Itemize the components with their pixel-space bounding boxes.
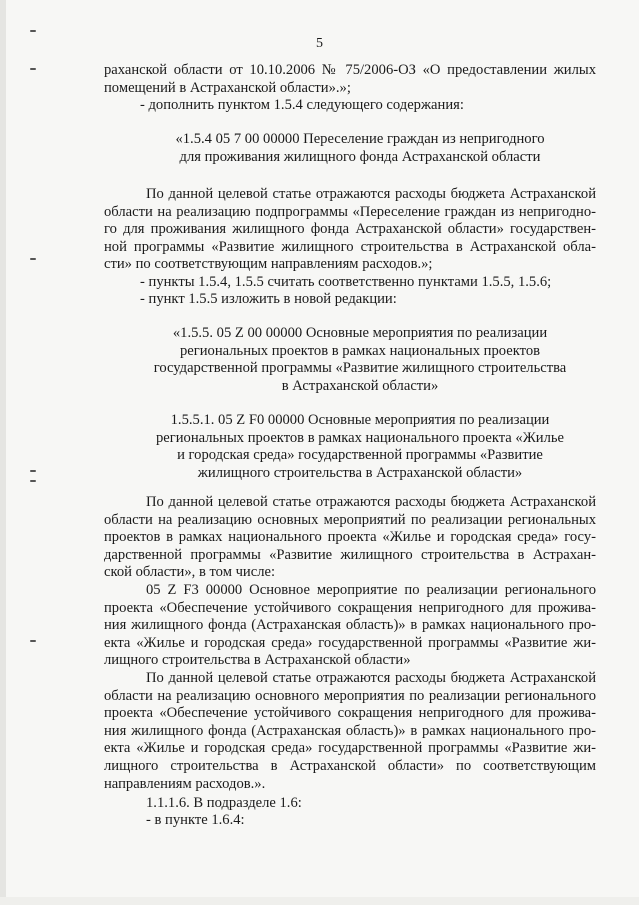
section-heading-1-5-4 — [150, 131, 570, 166]
text-line: - пункт 1.5.5 изложить в новой редакции: — [140, 291, 397, 307]
text-line: области на реализацию основных мероприятий по реализации региональных — [104, 511, 596, 528]
text-line: региональных проектов в рамках национального проекта «Жилье — [155, 429, 565, 446]
scan-mark — [30, 640, 36, 642]
list-item-renumber — [140, 274, 596, 292]
text-line: региональных проектов в рамках национальных проектов — [179, 342, 541, 359]
text-line: екта «Жилье и городская среда» государственной программы «Развитие жи- — [104, 634, 596, 651]
subsection-1-1-1-6 — [146, 795, 596, 813]
paragraph-continuation — [104, 62, 596, 97]
list-item-point-1-6-4 — [146, 812, 596, 830]
text-line: По данной целевой статье отражаются расходы бюджета Астраханской — [146, 494, 596, 510]
text-line: «1.5.4 05 7 00 00000 Переселение граждан из непригодного — [175, 131, 545, 147]
text-line: По данной целевой статье отражаются расходы бюджета Астраханской — [146, 186, 596, 202]
text-line: области на реализацию подпрограммы «Переселение граждан из непригодно- — [104, 203, 596, 220]
scan-mark — [30, 480, 36, 482]
text-line: дарственной программы «Развитие жилищного строительства в Астрахан- — [104, 546, 596, 563]
section-heading-1-5-5 — [140, 325, 580, 395]
text-line: лищного строительства в Астраханской области» — [104, 652, 411, 669]
text-line: 1.1.1.6. В подразделе 1.6: — [146, 795, 302, 811]
text-line: и городская среда» государственной программы «Развитие — [177, 447, 543, 464]
text-line: - дополнить пунктом 1.5.4 следующего содержания: — [140, 97, 464, 113]
text-line: области на реализацию основного мероприятия по реализации регионального — [104, 687, 596, 704]
text-line: направлениям расходов.». — [104, 775, 266, 792]
text-line: жилищного строительства в Астраханской области» — [197, 464, 523, 481]
text-line: ния жилищного фонда (Астраханская область)» в рамках национального про- — [104, 722, 596, 739]
text-line: - в пункте 1.6.4: — [146, 812, 245, 828]
scan-mark — [30, 30, 36, 32]
scan-bottom-edge — [0, 897, 639, 905]
text-line: проекта «Обеспечение устойчивого сокращения непригодного для прожива- — [104, 599, 596, 616]
text-line: 05 Z F3 00000 Основное мероприятие по реализации регионального — [146, 582, 596, 598]
scan-mark — [30, 470, 36, 472]
scan-edge — [0, 0, 6, 905]
text-line: «1.5.5. 05 Z 00 00000 Основные мероприятия по реализации — [172, 325, 548, 341]
text-line: в Астраханской области» — [281, 377, 439, 394]
paragraph-main-activity — [104, 582, 596, 670]
text-line: - пункты 1.5.4, 1.5.5 считать соответственно пунктами 1.5.5, 1.5.6; — [140, 274, 552, 290]
text-line: По данной целевой статье отражаются расходы бюджета Астраханской — [146, 670, 596, 686]
text-line: ния жилищного фонда (Астраханская область)» в рамках национального про- — [104, 617, 596, 634]
text-line: для проживания жилищного фонда Астраханской области — [179, 148, 541, 165]
text-line: государственной программы «Развитие жилищного строительства — [153, 360, 567, 377]
paragraph-description-3 — [104, 670, 596, 793]
list-item-new-edition — [140, 291, 596, 309]
text-line: проекта «Обеспечение устойчивого сокращения непригодного для прожива- — [104, 705, 596, 722]
section-heading-1-5-5-1 — [140, 412, 580, 482]
scan-mark — [30, 258, 36, 260]
text-line: 1.5.5.1. 05 Z F0 00000 Основные мероприятия по реализации — [170, 412, 550, 428]
page-number: 5 — [316, 36, 323, 51]
scan-mark — [30, 68, 36, 70]
text-line: проектов в рамках национального проекта «Жилье и городская среда» госу- — [104, 529, 596, 546]
text-line: раханской области от 10.10.2006 № 75/2006-ОЗ «О предоставлении жилых — [104, 62, 596, 78]
text-line: ной программы «Развитие жилищного строительства в Астраханской обла- — [104, 238, 596, 255]
text-line: екта «Жилье и городская среда» государственной программы «Развитие жи- — [104, 740, 596, 757]
paragraph-description-2 — [104, 494, 596, 582]
text-line: ской области», в том числе: — [104, 564, 276, 581]
text-line: лищного строительства в Астраханской области» по соответствующим — [104, 757, 596, 774]
text-line: сти» по соответствующим направлениям расходов.»; — [104, 256, 433, 273]
text-line: помещений в Астраханской области».»; — [104, 79, 351, 96]
text-line: го для проживания жилищного фонда Астраханской области» государствен- — [104, 221, 596, 238]
paragraph-description-1 — [104, 186, 596, 274]
list-item-add-point — [140, 97, 596, 115]
